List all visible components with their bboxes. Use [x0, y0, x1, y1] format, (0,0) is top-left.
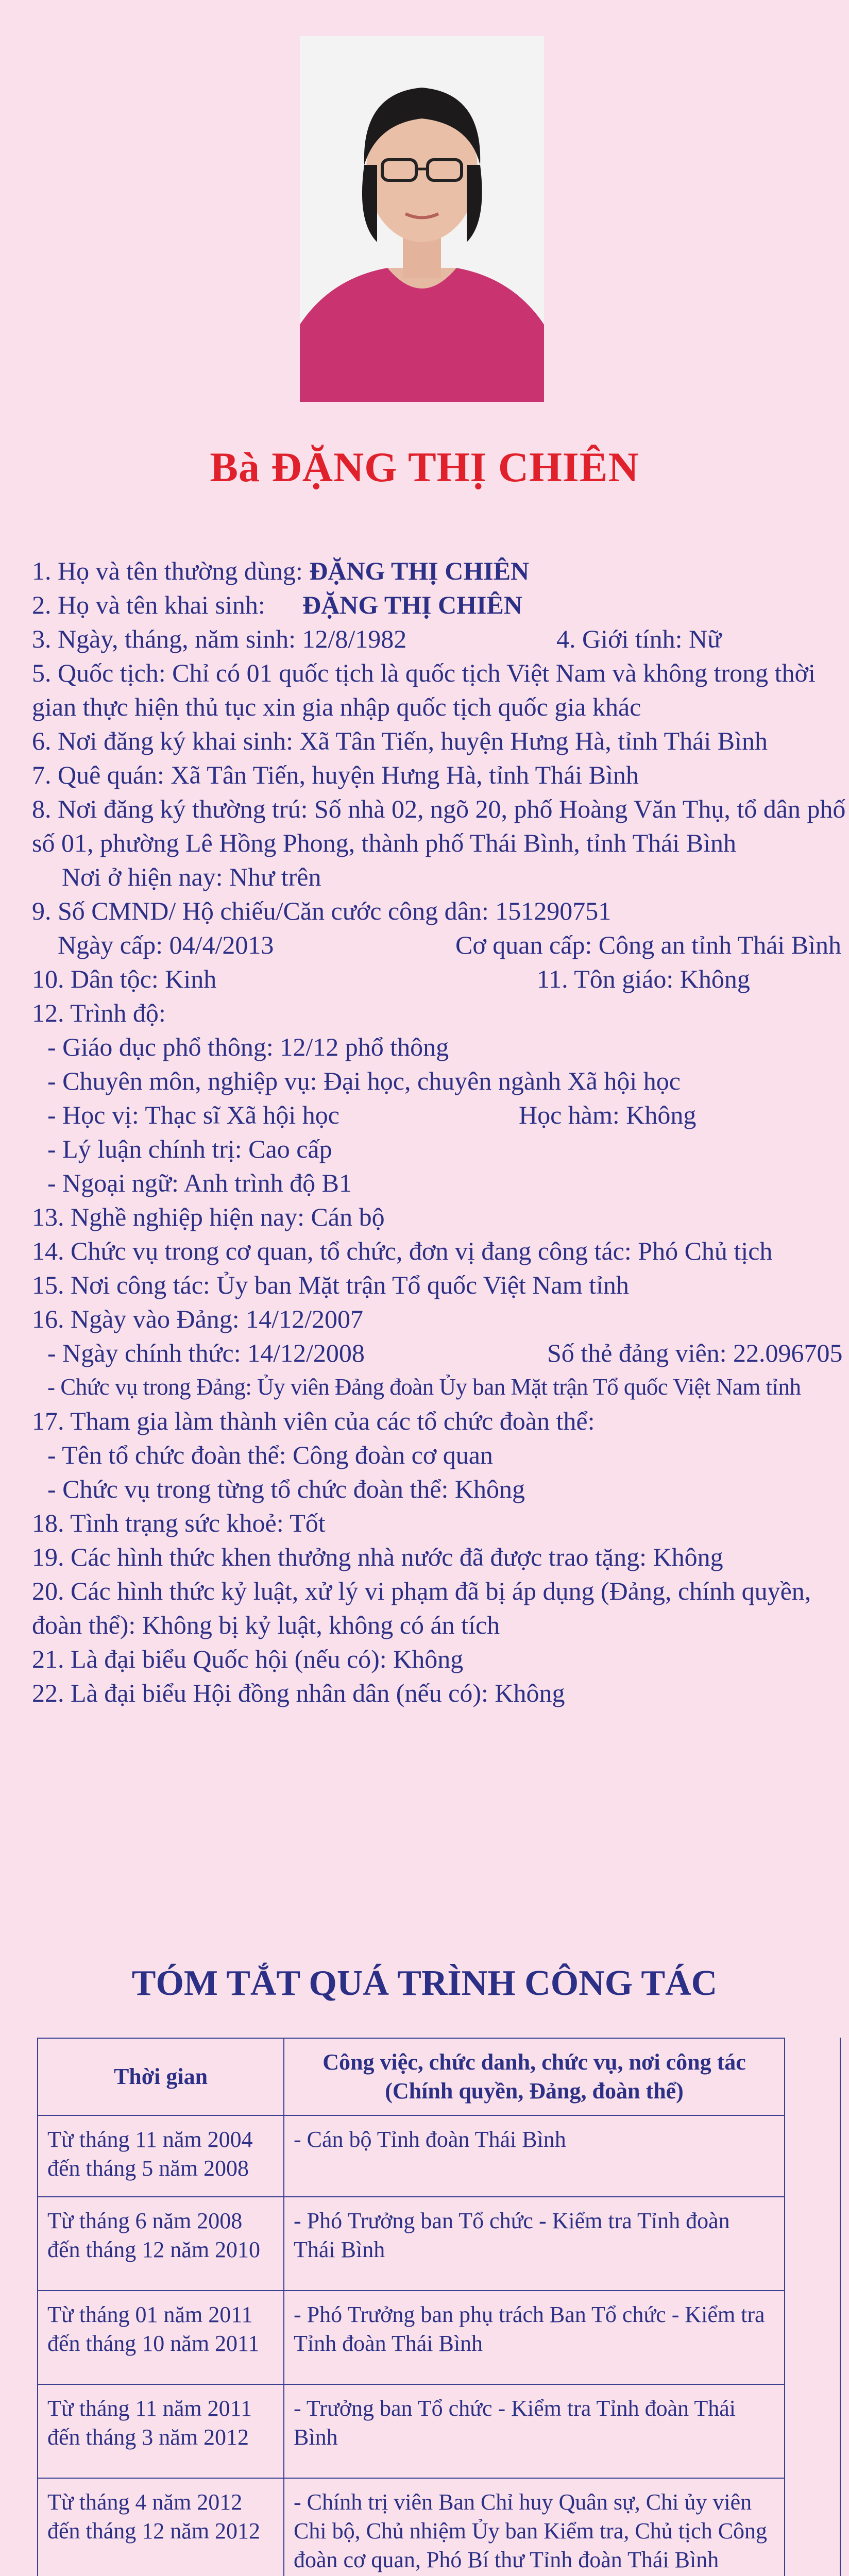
- info-line-3: 3. Ngày, tháng, năm sinh: 12/8/1982 4. Giới tính: Nữ: [32, 624, 722, 653]
- table-row: [38, 2478, 785, 2576]
- info-line-16a: - Ngày chính thức: 14/12/2008 Số thẻ đảng viên: 22.096705: [47, 1338, 843, 1367]
- table-row: [38, 2197, 785, 2291]
- info-line-14: 14. Chức vụ trong cơ quan, tổ chức, đơn vị đang công tác: Phó Chủ tịch: [32, 1236, 773, 1265]
- header-time: Thời gian: [38, 2038, 284, 2115]
- info-line-12: 12. Trình độ:: [32, 998, 166, 1027]
- row-role: - Trưởng ban Tổ chức - Kiểm tra Tỉnh đoàn Thái Bình: [284, 2384, 785, 2478]
- info-line-10: 10. Dân tộc: Kinh 11. Tôn giáo: Không: [32, 964, 750, 993]
- person-title: Bà ĐẶNG THỊ CHIÊN: [210, 444, 639, 490]
- info-line-8b: Nơi ở hiện nay: Như trên: [62, 862, 321, 891]
- info-line-1: 1. Họ và tên thường dùng: ĐẶNG THỊ CHIÊN: [32, 556, 530, 585]
- table-header-row: [38, 2038, 785, 2115]
- personal-info: [32, 554, 846, 1710]
- info-line-12b: - Chuyên môn, nghiệp vụ: Đại học, chuyên ngành Xã hội học: [47, 1066, 681, 1095]
- info-line-12c: - Học vị: Thạc sĩ Xã hội học Học hàm: Không: [47, 1100, 697, 1129]
- row-role: - Chính trị viên Ban Chỉ huy Quân sự, Chi ủy viên Chi bộ, Chủ nhiệm Ủy ban Kiểm tra, Chủ tịch Công đoàn cơ quan, Phó Bí thư Tỉnh đoàn Thái Bình: [284, 2478, 785, 2576]
- table-row: [38, 2291, 785, 2384]
- header-role-line-1: Công việc, chức danh, chức vụ, nơi công tác: [322, 2049, 746, 2075]
- info-line-20: 20. Các hình thức kỷ luật, xử lý vi phạm đã bị áp dụng (Đảng, chính quyền, đoàn thể): Không bị kỷ luật, không có án tích: [32, 1577, 811, 1639]
- work-history-table: [37, 2038, 785, 2576]
- table-row: [38, 2384, 785, 2478]
- info-line-17a: - Tên tổ chức đoàn thể: Công đoàn cơ quan: [47, 1440, 493, 1469]
- info-line-5: 5. Quốc tịch: Chỉ có 01 quốc tịch là quốc tịch Việt Nam và không trong thời gian thực hiện thủ tục xin gia nhập quốc tịch quốc gia khác: [32, 658, 816, 721]
- info-line-16c: - Chức vụ trong Đảng: Ủy viên Đảng đoàn Ủy ban Mặt trận Tổ quốc Việt Nam tỉnh: [47, 1374, 801, 1400]
- portrait-illustration: [300, 36, 544, 402]
- info-line-9-issue: Ngày cấp: 04/4/2013 Cơ quan cấp: Công an tỉnh Thái Bình: [58, 930, 842, 959]
- info-line-19: 19. Các hình thức khen thưởng nhà nước đã được trao tặng: Không: [32, 1543, 723, 1571]
- info-line-12d: - Lý luận chính trị: Cao cấp: [47, 1134, 332, 1163]
- info-line-15: 15. Nơi công tác: Ủy ban Mặt trận Tổ quốc Việt Nam tỉnh: [32, 1270, 629, 1299]
- info-line-7: 7. Quê quán: Xã Tân Tiến, huyện Hưng Hà, tỉnh Thái Bình: [32, 760, 639, 789]
- row-time: Từ tháng 01 năm 2011 đến tháng 10 năm 2011: [38, 2291, 284, 2384]
- info-line-17: 17. Tham gia làm thành viên của các tổ chức đoàn thể:: [32, 1406, 595, 1435]
- info-line-6: 6. Nơi đăng ký khai sinh: Xã Tân Tiến, huyện Hưng Hà, tỉnh Thái Bình: [32, 726, 768, 755]
- info-line-21: 21. Là đại biểu Quốc hội (nếu có): Không: [32, 1645, 464, 1673]
- header-role-line-2: (Chính quyền, Đảng, đoàn thể): [385, 2078, 684, 2104]
- row-time: Từ tháng 11 năm 2011 đến tháng 3 năm 2012: [38, 2384, 284, 2478]
- header-role: [284, 2038, 785, 2115]
- portrait-photo: [300, 36, 544, 402]
- info-line-12e: - Ngoại ngữ: Anh trình độ B1: [47, 1168, 352, 1197]
- row-time: Từ tháng 4 năm 2012 đến tháng 12 năm 2012: [38, 2478, 284, 2576]
- row-role: - Phó Trưởng ban phụ trách Ban Tổ chức - Kiểm tra Tỉnh đoàn Thái Bình: [284, 2291, 785, 2384]
- info-line-16: 16. Ngày vào Đảng: 14/12/2007: [32, 1304, 363, 1333]
- info-line-13: 13. Nghề nghiệp hiện nay: Cán bộ: [32, 1202, 385, 1231]
- info-line-12a: - Giáo dục phổ thông: 12/12 phổ thông: [47, 1032, 449, 1061]
- table-row: [38, 2115, 785, 2197]
- row-role: - Cán bộ Tỉnh đoàn Thái Bình: [284, 2115, 785, 2197]
- row-time: Từ tháng 6 năm 2008 đến tháng 12 năm 2010: [38, 2197, 284, 2291]
- info-line-22: 22. Là đại biểu Hội đồng nhân dân (nếu có): Không: [32, 1679, 565, 1707]
- info-line-17b: - Chức vụ trong từng tổ chức đoàn thể: Không: [47, 1475, 525, 1503]
- row-role: - Phó Trưởng ban Tổ chức - Kiểm tra Tỉnh đoàn Thái Bình: [284, 2197, 785, 2291]
- work-history-title: TÓM TẮT QUÁ TRÌNH CÔNG TÁC: [131, 1963, 718, 2003]
- info-line-8: 8. Nơi đăng ký thường trú: Số nhà 02, ngõ 20, phố Hoàng Văn Thụ, tổ dân phố số 01, phường Lê Hồng Phong, thành phố Thái Bình, tỉnh Thái Bình: [32, 794, 846, 857]
- page-edge-divider: [840, 2038, 849, 2576]
- info-line-2: 2. Họ và tên khai sinh: ĐẶNG THỊ CHIÊN: [32, 590, 522, 619]
- info-line-9: 9. Số CMND/ Hộ chiếu/Căn cước công dân: 151290751: [32, 896, 612, 925]
- info-line-18: 18. Tình trạng sức khoẻ: Tốt: [32, 1509, 326, 1537]
- row-time: Từ tháng 11 năm 2004 đến tháng 5 năm 2008: [38, 2115, 284, 2197]
